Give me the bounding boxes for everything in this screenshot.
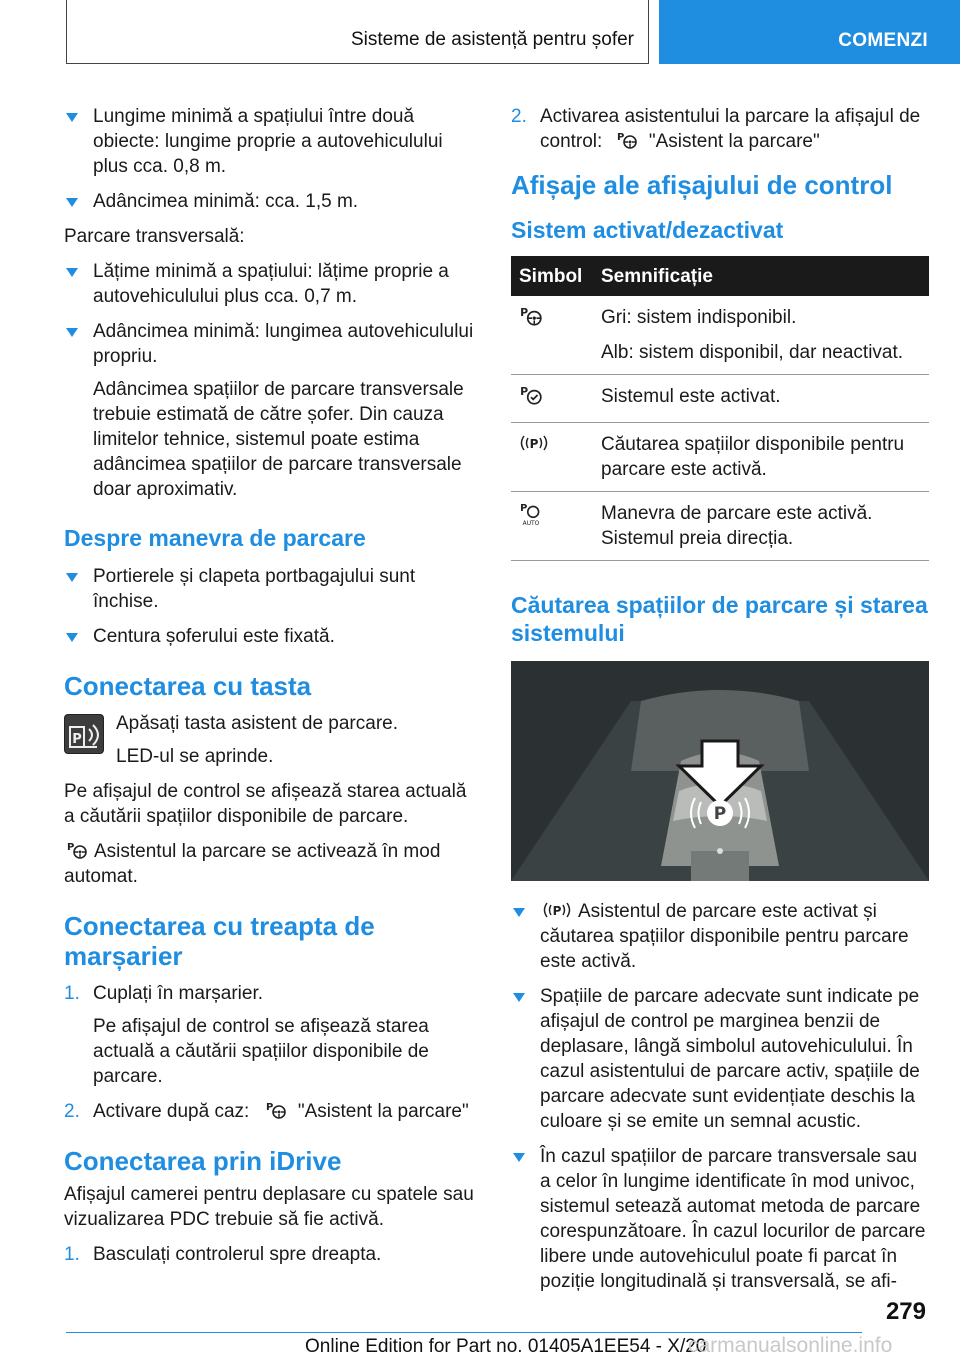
menu-item-name: "Asistent la parcare" [297,1101,469,1122]
list-item: Portierele și clapeta portbagajului sunt închise. [64,564,482,614]
table-row [511,296,929,375]
paragraph: Afișajul camerei pentru deplasare cu spatele sau vizualizarea PDC trebuie să fie activă. [64,1184,474,1230]
list-item [64,319,482,502]
paragraph: Parcare transversală: [64,226,245,247]
svg-text:P: P [520,502,528,514]
numbered-item [64,1242,482,1267]
svg-text:AUTO: AUTO [522,519,540,527]
column-header-simbol: Simbol [511,256,593,296]
page-number: 279 [885,1298,926,1325]
list-item-subtext: Adâncimea spațiilor de parcare transversale trebuie estimată de către șofer. Din cauza limitelor tehnice, sistemul poate estima adâncimea spațiilor de parcare transversale doar aproximativ. [93,379,464,500]
symbol-cell [511,375,593,423]
meaning-cell: Căutarea spațiilor disponibile pentru parcare este activă. [593,423,929,492]
list-item: Spațiile de parcare adecvate sunt indicate pe afișajul de control pe marginea benzii de deplasare, lângă simbolul autovehiculului. În cazul asistentului de parcare activ, spațiile de parcare adecvate sunt evidențiate deschis la culoare și se emite un semnal acustic. [511,984,929,1134]
paragraph: Pe afișajul de control se afișează starea actuală a căutării spațiilor disponibile de parcare. [64,781,467,827]
item-text: Activare după caz: [93,1101,250,1122]
section-heading-sistem: Sistem activat/dezactivat [511,217,784,243]
header-chapter-label: COMENZI [838,30,928,51]
svg-text:P: P [520,306,529,319]
item-subtext: Pe afișajul de control se afișează starea actuală a căutării spațiilor disponibile de parcare. [93,1016,429,1087]
table-header-row [511,256,929,296]
park-assist-symbol-icon [265,1100,287,1120]
footer-watermark: carmanualsonline.info [688,1334,893,1357]
svg-text:P: P [520,385,529,398]
list-item-text: Adâncimea minimă: lungimea autovehiculului propriu. [93,321,474,367]
numbered-item [64,981,482,1089]
symbol-cell [511,492,593,561]
item-number: 2. [64,1101,80,1122]
park-assist-auto-icon [519,501,543,527]
footer-divider [66,1332,862,1333]
numbered-item [64,1099,482,1124]
section-heading-treapta: Conectarea cu treapta de marșarier [64,911,375,971]
right-column [511,104,929,1304]
svg-text:P: P [265,1102,273,1113]
header-section-box [66,0,649,64]
item-text: Cuplați în marșarier. [93,983,264,1004]
list-item-text: Asistentul de parcare este activat și căutarea spațiilor disponibile pentru parcare este activă. [540,901,909,972]
item-text: Activarea asistentului la parcare la afișajul de control: [540,106,921,152]
item-number: 1. [64,983,80,1004]
park-assist-symbol-icon [66,840,88,860]
list-item: Lățime minimă a spațiului: lățime proprie a autovehiculului plus cca. 0,7 m. [64,259,482,309]
svg-text:P: P [616,132,624,143]
list-item: Centura șoferului este fixată. [64,624,482,649]
table-row [511,375,929,423]
list-item: Adâncimea minimă: cca. 1,5 m. [64,189,482,214]
paragraph-auto [64,839,482,889]
meaning-text: Gri: sistem indisponibil. [601,307,797,328]
park-assist-button-icon [64,714,104,754]
key-instruction-result: LED-ul se aprinde. [116,746,274,767]
park-assist-active-icon [519,384,543,406]
park-assist-gray-icon [519,305,543,327]
section-heading-afisaje: Afișaje ale afișajului de control [511,170,893,200]
control-display-illustration [511,661,929,881]
parking-search-icon [519,432,549,454]
section-heading-idrive: Conectarea prin iDrive [64,1146,342,1176]
list-item [511,899,929,974]
paragraph-auto-text: Asistentul la parcare se activează în mod automat. [64,841,441,887]
item-text: Basculați controlerul spre dreapta. [93,1244,382,1265]
section-heading-tasta: Conectarea cu tasta [64,671,312,701]
parking-search-icon [542,900,572,920]
svg-text:P: P [552,904,562,918]
meaning-cell: Sistemul este activat. [593,375,929,423]
item-number: 2. [511,106,527,127]
menu-item-name: "Asistent la parcare" [648,131,820,152]
meaning-text: Alb: sistem disponibil, dar neactivat. [601,342,904,363]
header-section-title: Sisteme de asistență pentru șofer [350,29,634,50]
parking-search-display-image [511,661,929,881]
footer-edition: Online Edition for Part no. 01405A1EE54 - X/20 [305,1336,707,1357]
table-row [511,423,929,492]
symbol-table [511,256,929,561]
svg-text:P: P [713,804,727,824]
header-chapter-tab[interactable] [659,0,960,64]
park-assist-symbol-icon [616,130,638,150]
svg-text:P: P [67,842,75,853]
svg-text:P: P [529,437,539,451]
column-header-semnificatie: Semnificație [593,256,929,296]
item-number: 1. [64,1244,80,1265]
section-heading-manevra: Despre manevra de parcare [64,525,366,551]
list-item: Lungime minimă a spațiului între două obiecte: lungime proprie a autovehiculului plus cca. 0,8 m. [64,104,482,179]
symbol-cell [511,423,593,492]
numbered-item [511,104,929,154]
meaning-cell [593,296,929,375]
table-row [511,492,929,561]
svg-text:P: P [72,732,82,747]
key-instruction [64,711,482,769]
symbol-cell [511,296,593,375]
meaning-cell: Manevra de parcare este activă. Sistemul preia direcția. [593,492,929,561]
left-column [64,104,482,1277]
list-item: În cazul spațiilor de parcare transversale sau a celor în lungime identificate în mod univoc, sistemul setează automat metoda de parcare corespunzătoare. În cazul locurilor de parcare libere unde autovehiculul poate fi parcat în poziție longitudinală și transversală, se afi- [511,1144,929,1294]
key-instruction-text: Apăsați tasta asistent de parcare. [116,713,398,734]
section-heading-cautare: Căutarea spațiilor de parcare și starea sistemului [511,592,928,646]
